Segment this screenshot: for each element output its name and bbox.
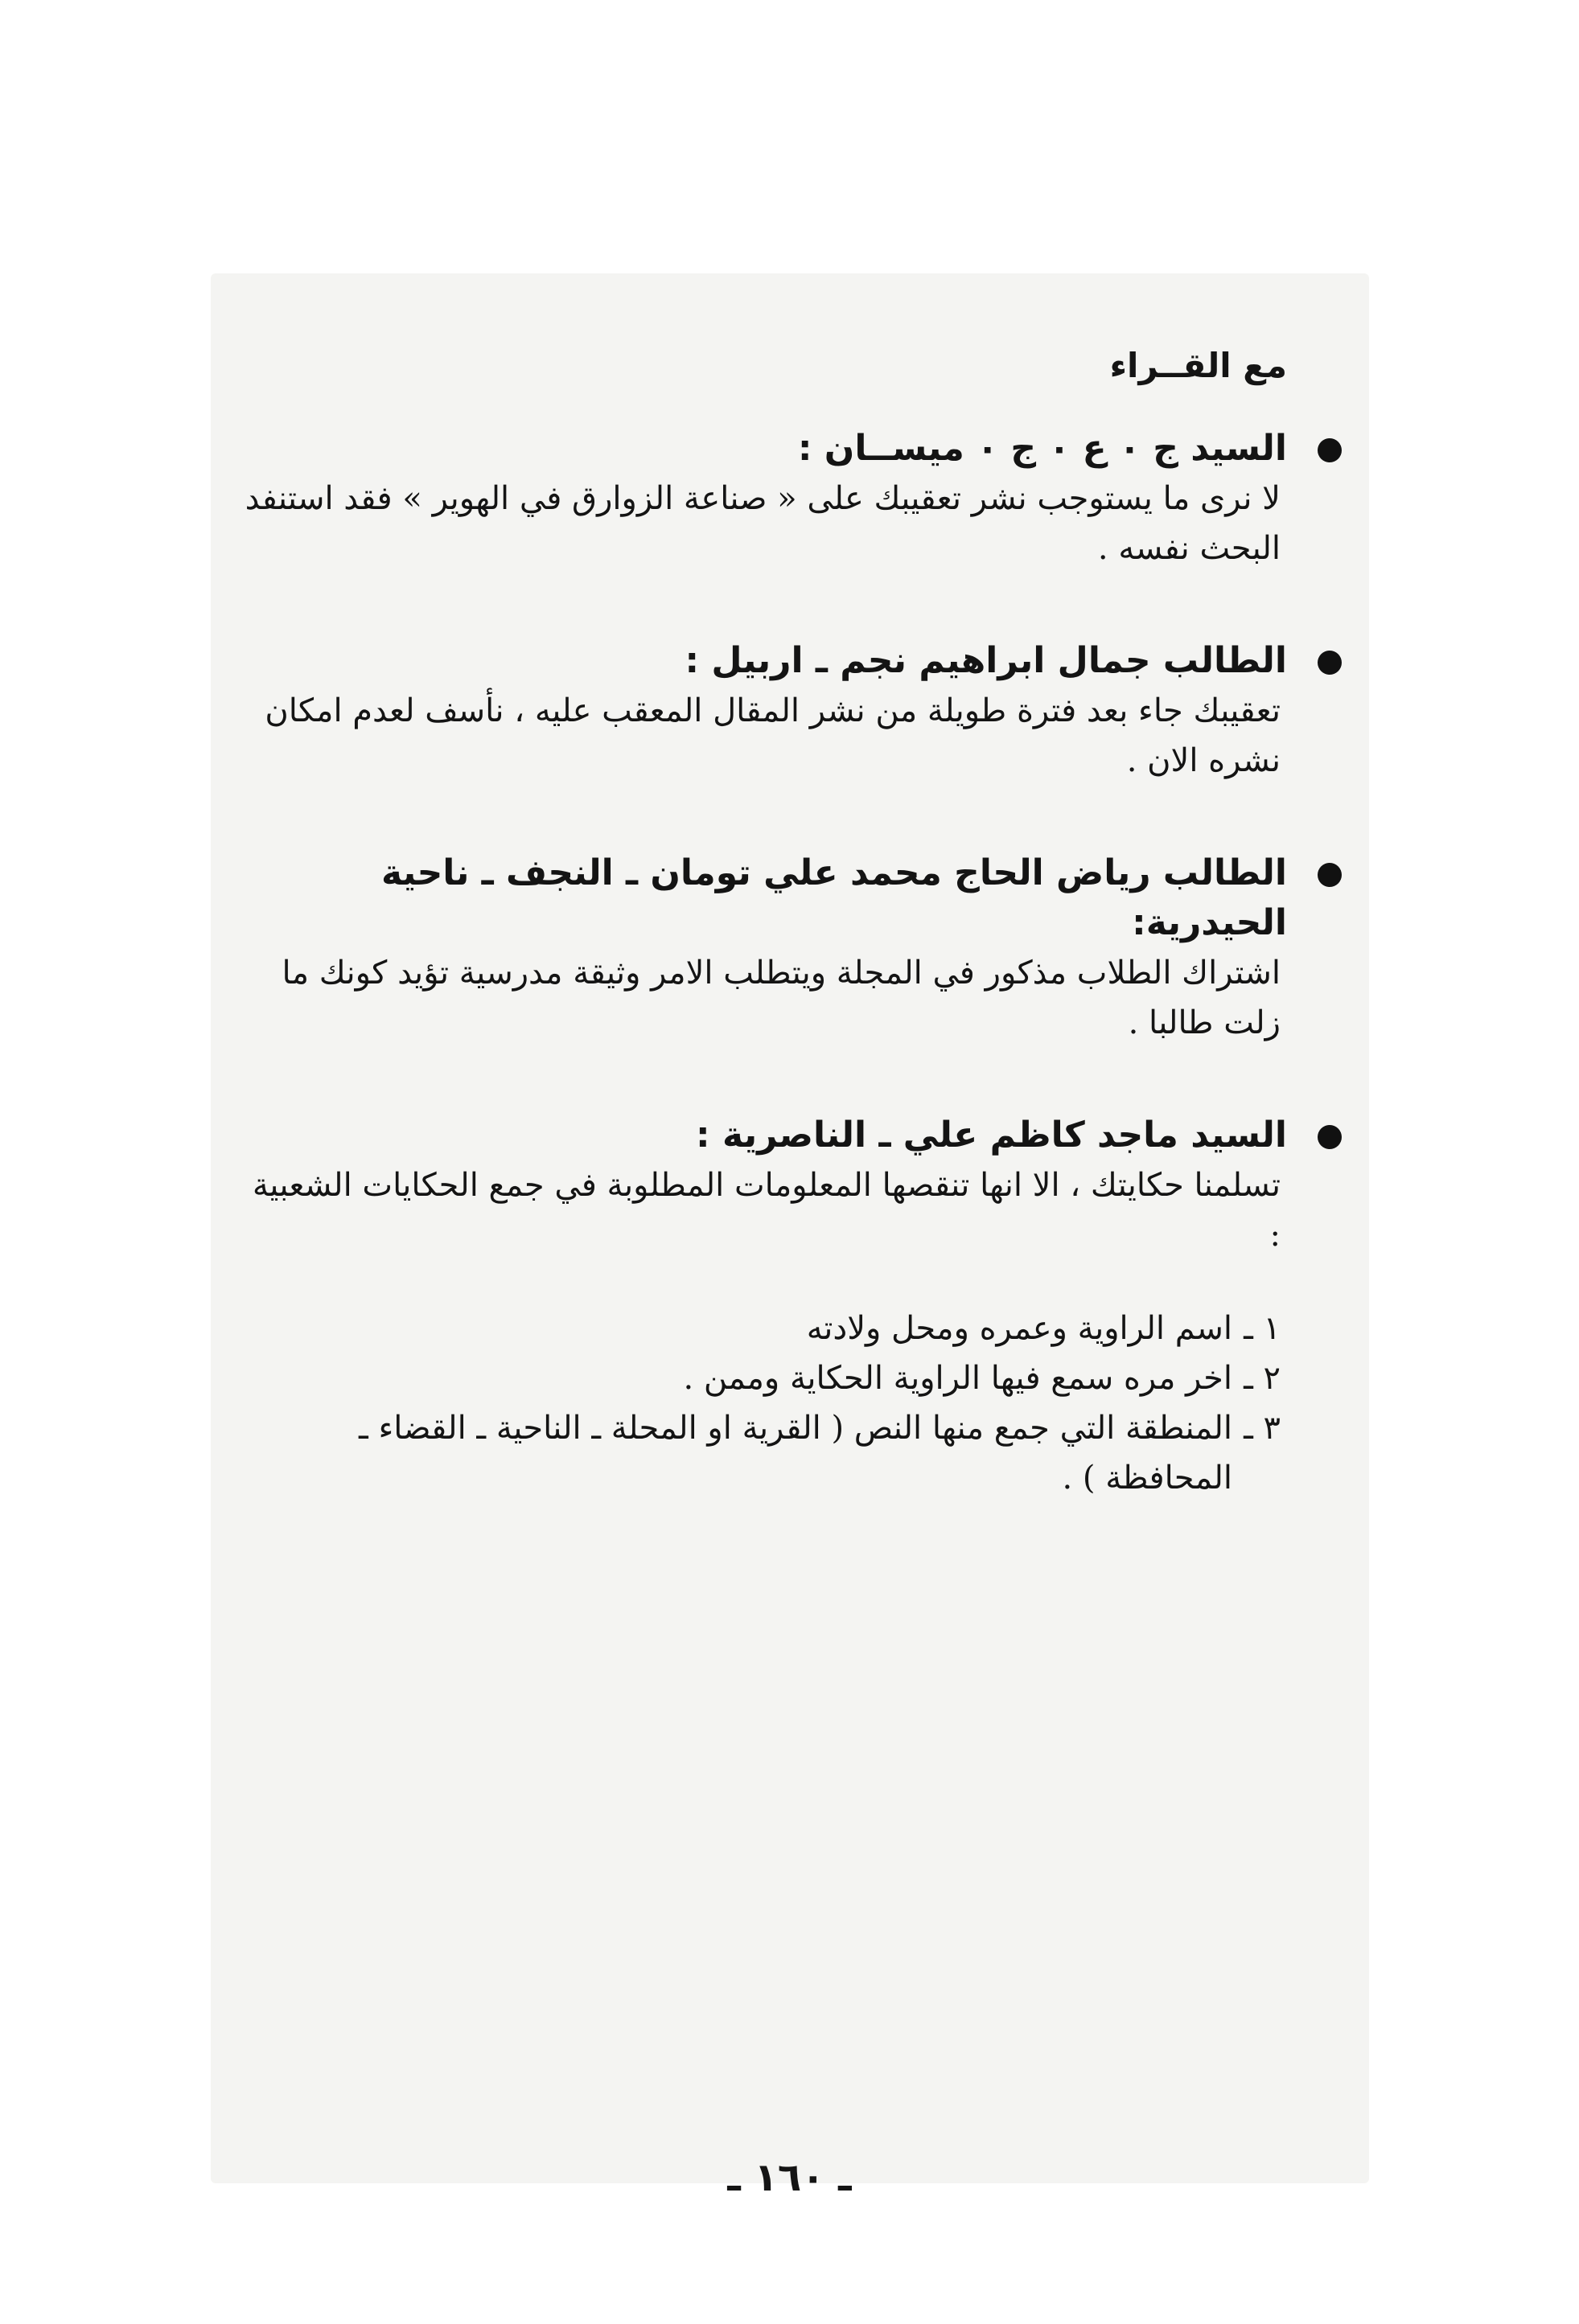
bullet-icon bbox=[1318, 438, 1342, 462]
list-item bbox=[241, 1304, 1281, 1353]
section-title: مع القــراء bbox=[1109, 346, 1287, 385]
list-item-number: ٢ ـ bbox=[1244, 1360, 1281, 1397]
reader-entry-4 bbox=[241, 1111, 1287, 1503]
list-item-text: اخر مره سمع فيها الراوية الحكاية وممن . bbox=[683, 1360, 1232, 1397]
entry-heading: السيد ماجد كاظم علي ـ الناصرية : bbox=[696, 1115, 1287, 1156]
bullet-icon bbox=[1318, 863, 1342, 887]
list-item bbox=[241, 1353, 1281, 1403]
reader-entry-3 bbox=[241, 848, 1287, 1048]
entry-body: تسلمنا حكايتك ، الا انها تنقصها المعلومات المطلوبة في جمع الحكايات الشعبية : bbox=[252, 1167, 1281, 1254]
entry-body: لا نرى ما يستوجب نشر تعقيبك على « صناعة الزوارق في الهوير » فقد استنفد البحث نفسه . bbox=[245, 480, 1281, 567]
entry-body: اشتراك الطلاب مذكور في المجلة ويتطلب الامر وثيقة مدرسية تؤيد كونك ما زلت طالبا . bbox=[282, 955, 1281, 1041]
requirements-list bbox=[241, 1304, 1287, 1503]
entry-heading: السيد ج ٠ ع ٠ ج ٠ ميســان : bbox=[797, 428, 1287, 469]
entry-heading: الطالب جمال ابراهيم نجم ـ اربيل : bbox=[685, 640, 1287, 681]
list-item-number: ٣ ـ bbox=[1244, 1410, 1281, 1447]
reader-entry-2 bbox=[241, 636, 1287, 786]
page-content bbox=[241, 346, 1287, 1566]
reader-entry-1 bbox=[241, 424, 1287, 573]
list-item-number: ١ ـ bbox=[1244, 1310, 1281, 1347]
list-item bbox=[241, 1403, 1281, 1503]
list-item-text: اسم الراوية وعمره ومحل ولادته bbox=[806, 1310, 1232, 1347]
bullet-icon bbox=[1318, 651, 1342, 675]
page-number: ـ ١٦٠ ـ bbox=[727, 2155, 852, 2200]
bullet-icon bbox=[1318, 1125, 1342, 1149]
entry-body: تعقيبك جاء بعد فترة طويلة من نشر المقال المعقب عليه ، نأسف لعدم امكان نشره الان . bbox=[265, 692, 1281, 779]
list-item-text: المنطقة التي جمع منها النص ( القرية او المحلة ـ الناحية ـ القضاء ـ المحافظة ) . bbox=[359, 1410, 1232, 1497]
entry-heading: الطالب رياض الحاج محمد علي تومان ـ النجف ـ ناحية الحيدرية: bbox=[380, 852, 1287, 943]
